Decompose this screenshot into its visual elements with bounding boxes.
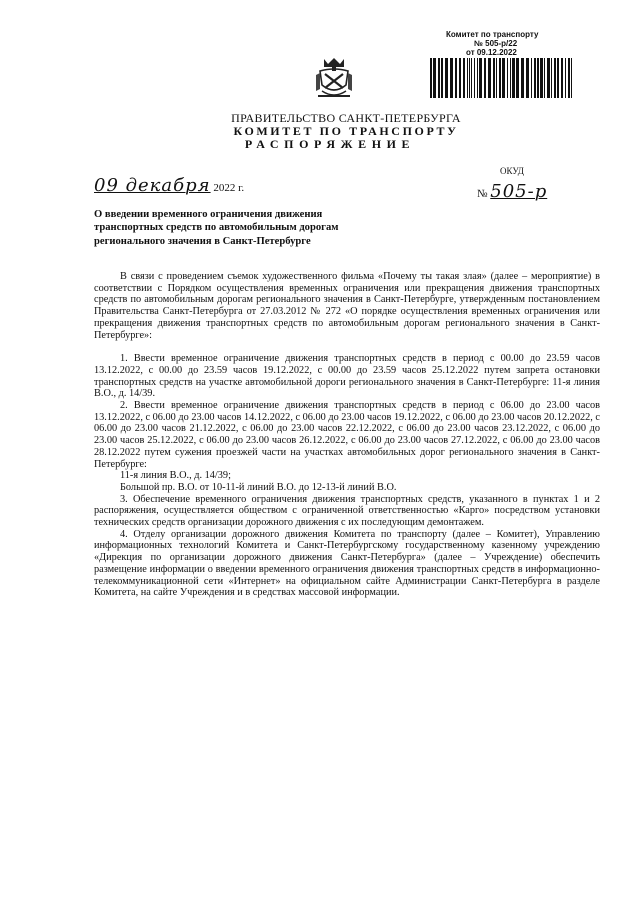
document-title: О введении временного ограничения движения транспортных средств по автомобильным дорогам регионального значения в Санкт-Петербурге: [94, 209, 339, 247]
coat-of-arms-emblem: [312, 55, 356, 99]
stamp-date: от 09.12.2022: [466, 48, 517, 57]
document-date: [94, 175, 244, 196]
number-sign: №: [477, 188, 488, 200]
registration-stamp: [446, 30, 576, 57]
intro-paragraph: В связи с проведением съемок художественного фильма «Почему ты такая злая» (далее – мероприятие) в соответствии с Порядком осуществления временных ограничения или прекращения движения транспортных средств по автомобильным дорогам регионального значения в Санкт-Петербурге, утвержденным постановлением Правительства Санкт-Петербурга от 27.03.2012 № 272 «О порядке осуществления временных ограничения или прекращения движения транспортных средств по автомобильным дорогам регионального значения в Санкт-Петербурге»:: [94, 271, 600, 341]
committee-name: КОМИТЕТ ПО ТРАНСПОРТУ: [233, 124, 459, 138]
document-year: 2022 г.: [213, 182, 245, 194]
handwritten-number: 505-р: [490, 181, 548, 202]
barcode: [428, 58, 578, 98]
clause-3: 3. Обеспечение временного ограничения движения транспортных средств, указанного в пунктах 1 и 2 распоряжения, осуществляется обществом с ограниченной ответственностью «Карго» посредством установки технических средств организации дорожного движения с их последующим демонтажем.: [94, 493, 600, 529]
handwritten-date: 09 декабря: [94, 175, 211, 196]
stamp-committee: Комитет по транспорту: [446, 30, 539, 39]
document-type: РАСПОРЯЖЕНИЕ: [244, 137, 416, 151]
clause-2-address-2: Большой пр. В.О. от 10-11-й линий В.О. до 12-13-й линий В.О.: [120, 481, 397, 493]
government-name: ПРАВИТЕЛЬСТВО САНКТ-ПЕТЕРБУРГА: [231, 111, 461, 125]
clause-4: 4. Отделу организации дорожного движения Комитета по транспорту (далее – Комитет), Управлению информационных технологий Комитета и Санкт-Петербургскому государственному казенному учреждению «Дирекция по организации дорожного движения Санкт-Петербурга» (далее – Учреждение) обеспечить размещение информации о введении временного ограничения движения транспортных средств в информационно-телекоммуникационной сети «Интернет» на официальном сайте Администрации Санкт-Петербурга в разделе Комитета, на сайте Учреждения и в средствах массовой информации.: [94, 528, 600, 599]
document-body: [94, 271, 600, 599]
document-number: [477, 181, 547, 202]
stamp-number: № 505-р/22: [474, 39, 518, 48]
clause-1: 1. Ввести временное ограничение движения транспортных средств в период с 00.00 до 23.59 часов 13.12.2022, с 00.00 до 23.59 часов 19.12.2022, с 00.00 до 23.59 часов 25.12.2022 путем запрета остановки транспортных средств на участке автомобильной дороги регионального значения в Санкт-Петербурге: 11-я линия В.О., д. 14/39.: [94, 353, 600, 400]
okud-label: ОКУД: [500, 166, 524, 176]
clause-2: 2. Ввести временное ограничение движения транспортных средств в период с 06.00 до 23.00 часов 13.12.2022, с 06.00 до 23.00 часов 14.12.2022, с 06.00 до 23.00 часов 19.12.2022, с 06.00 до 23.00 часов 20.12.2022, с 06.00 до 23.00 часов 21.12.2022, с 06.00 до 23.00 часов 22.12.2022, с 06.00 до 23.00 часов 23.12.2022, с 06.00 до 23.00 часов 25.12.2022, с 06.00 до 23.00 часов 26.12.2022, с 06.00 до 23.00 часов 27.12.2022, с 06.00 до 23.00 часов 28.12.2022 путем сужения проезжей части на участках автомобильных дорог регионального значения в Санкт-Петербурге:: [94, 400, 600, 470]
clause-2-address-1: 11-я линия В.О., д. 14/39;: [120, 470, 231, 482]
